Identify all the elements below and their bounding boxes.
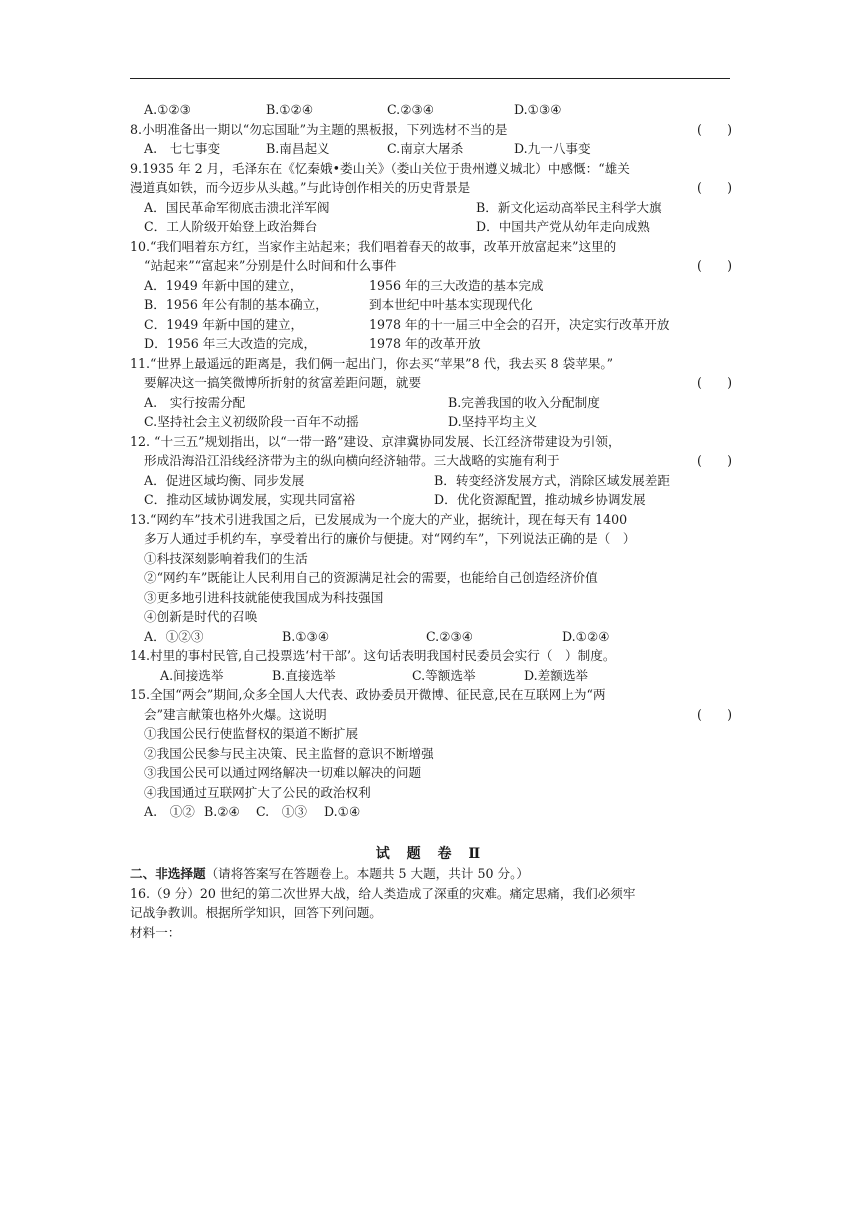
q10-stem-line-2: [130, 256, 732, 276]
q15-option-a: A. ①②: [144, 804, 195, 819]
q8-option-a: A. 七七事变: [144, 141, 221, 156]
header-rule: [130, 78, 730, 79]
q10-stem-1: 10.“我们唱着东方红，当家作主站起来；我们唱着春天的故事，改革开放富起来”这里的: [130, 238, 617, 254]
q11-options-row-1: [130, 393, 732, 413]
q10-stem-2: “站起来”“富起来”分别是什么时间和什么事件: [144, 258, 397, 273]
q15-item-4: ④我国通过互联网扩大了公民的政治权利: [144, 784, 371, 800]
q10-stem-line-1: [130, 237, 732, 257]
q12-stem-1: 12. “十三五”规划指出，以“一带一路”建设、京津冀协同发展、长江经济带建设为引领，: [130, 433, 621, 449]
q12-stem-2: 形成沿海沿江沿线经济带为主的纵向横向经济轴带。三大战略的实施有利于: [144, 453, 560, 468]
q15-option-b: B.②④: [204, 804, 240, 819]
q15-stem-line-1: [130, 685, 732, 705]
q8-option-b: B.南昌起义: [266, 141, 330, 156]
q10-option-a: [130, 276, 732, 296]
q16-material-label: 材料一：: [130, 924, 181, 940]
section-2-title: 试 题 卷 Ⅱ: [375, 845, 487, 862]
q13-item-2: ②“网约车”既能让人民利用自己的资源满足社会的需要，也能给自己创造经济价值: [144, 570, 598, 585]
q13-option-b: B.①③④: [282, 628, 330, 644]
q13-option-a: A．①②③: [144, 628, 204, 644]
q8-option-d: D.九一八事变: [514, 141, 591, 156]
q12-stem-line-1: [130, 432, 732, 452]
q11-stem-line-2: [130, 373, 732, 393]
section-spacer: [130, 822, 732, 845]
q10-option-b-event2: 到本世纪中叶基本实现现代化: [369, 297, 533, 312]
q9-stem-line-2: [130, 178, 732, 198]
q11-stem-1: 11.“世界上最遥远的距离是，我们俩一起出门，你去买“苹果”8 代，我去买 8 袋苹果。”: [130, 355, 614, 371]
q10-option-b-event1: B．1956 年公有制的基本确立，: [144, 297, 328, 312]
q15-item-2: ②我国公民参与民主决策、民主监督的意识不断增强: [144, 745, 434, 761]
q8-option-c: C.南京大屠杀: [387, 141, 464, 156]
q7-options: [130, 100, 732, 120]
q13-stem-line-2: [130, 529, 732, 549]
q9-option-b: B．新文化运动高举民主科学大旗: [476, 199, 662, 215]
q14-option-b: B.直接选举: [272, 667, 336, 683]
q7-option-d: D.①③④: [514, 102, 562, 117]
q15-item-3: ③我国公民可以通过网络解决一切难以解决的问题: [144, 765, 422, 780]
q11-stem-line-1: [130, 354, 732, 374]
q13-stem-2: 多万人通过手机约车，享受着出行的廉价与便捷。对“网约车”，下列说法正确的是（ ）: [144, 531, 636, 546]
q10-option-c-event2: 1978 年的十一届三中全会的召开，决定实行改革开放: [369, 316, 670, 332]
q7-option-c: C.②③④: [387, 102, 435, 117]
section-2-heading: [130, 864, 732, 884]
q9-options-row-1: [130, 198, 732, 218]
q16-stem-1: 16.（9 分）20 世纪的第二次世界大战，给人类造成了深重的灾难。痛定思痛，我们必须牢: [130, 885, 636, 901]
q15-options: [130, 802, 732, 822]
q8-options: [130, 139, 732, 159]
q9-answer-paren: ( ): [696, 180, 732, 195]
q13-stem-1: 13.“网约车”技术引进我国之后，已发展成为一个庞大的产业，据统计，现在每天有 1400: [130, 511, 628, 527]
q7-option-a: A.①②③: [144, 102, 191, 117]
q10-option-c: [130, 315, 732, 335]
q10-option-a-event1: A．1949 年新中国的建立，: [144, 277, 303, 293]
q8-stem-line: [130, 120, 732, 140]
q13-option-c: C.②③④: [426, 628, 474, 644]
q12-stem-line-2: [130, 451, 732, 471]
q14-stem-line: [130, 646, 732, 666]
q8-answer-paren: ( ): [696, 121, 732, 137]
q16-stem-line-1: [130, 884, 732, 904]
q13-item-1: ①科技深刻影响着我们的生活: [144, 550, 308, 566]
q9-option-c: C．工人阶级开始登上政治舞台: [144, 219, 318, 234]
q12-options-row-1: [130, 471, 732, 491]
q12-option-c: C．推动区域协调发展，实现共同富裕: [144, 492, 356, 507]
q14-options: [130, 666, 732, 686]
q15-stem-2: 会”建言献策也格外火爆。这说明: [144, 706, 327, 722]
q9-stem-1: 9.1935 年 2 月，毛泽东在《忆秦娥•娄山关》（娄山关位于贵州遵义城北）中感慨：“雄关: [130, 160, 630, 176]
exam-page: [130, 100, 732, 942]
q8-stem: 8.小明准备出一期以“勿忘国耻”为主题的黑板报，下列选材不当的是: [130, 121, 508, 137]
q10-option-b: [130, 295, 732, 315]
q10-option-d-event2: 1978 年的改革开放: [369, 336, 481, 351]
q14-option-a: A.间接选举: [160, 667, 224, 683]
section-2-heading-rest: （请将答案写在答题卷上。本题共 5 大题，共计 50 分。）: [205, 866, 529, 881]
q14-option-c: C.等额选举: [412, 667, 476, 683]
q15-option-d: D.①④: [324, 804, 361, 819]
q10-option-a-event2: 1956 年的三大改造的基本完成: [369, 277, 544, 293]
q13-item-3: ③更多地引进科技就能使我国成为科技强国: [144, 589, 384, 605]
q11-answer-paren: ( ): [696, 375, 732, 390]
q12-option-d: D．优化资源配置，推动城乡协调发展: [434, 492, 646, 507]
q13-option-d: D.①②④: [562, 628, 610, 644]
q15-answer-paren: ( ): [696, 706, 732, 722]
q15-item-1: ①我国公民行使监督权的渠道不断扩展: [144, 726, 359, 741]
q11-option-d: D.坚持平均主义: [448, 414, 538, 429]
q11-stem-2: 要解决这一搞笑微博所折射的贫富差距问题，就要: [144, 375, 422, 390]
q7-option-b: B.①②④: [266, 102, 314, 117]
q11-option-c: C.坚持社会主义初级阶段一百年不动摇: [144, 414, 359, 429]
q9-stem-2: 漫道真如铁，而今迈步从头越。”与此诗创作相关的历史背景是: [130, 180, 471, 195]
q9-option-a: A．国民革命军彻底击溃北洋军阀: [144, 199, 330, 215]
q9-stem-line-1: [130, 159, 732, 179]
q12-option-b: B．转变经济发展方式，消除区域发展差距: [434, 472, 670, 488]
q11-option-a: A. 实行按需分配: [144, 394, 246, 410]
q14-option-d: D.差额选举: [524, 667, 589, 683]
q11-option-b: B.完善我国的收入分配制度: [448, 394, 600, 410]
q10-answer-paren: ( ): [696, 258, 732, 273]
q15-stem-1: 15.全国“两会”期间,众多全国人大代表、政协委员开微博、征民意,民在互联网上为“两: [130, 687, 606, 702]
q12-answer-paren: ( ): [696, 453, 732, 468]
q9-option-d: D．中国共产党从幼年走向成熟: [476, 219, 650, 234]
q10-option-c-event1: C．1949 年新中国的建立，: [144, 316, 304, 332]
q15-option-c: C. ①③: [256, 804, 307, 819]
q15-stem-line-2: [130, 705, 732, 725]
q10-option-d-event1: D．1956 年三大改造的完成，: [144, 336, 317, 351]
q13-item-4: ④创新是时代的召唤: [144, 609, 258, 624]
q13-options: [130, 627, 732, 647]
section-2-heading-bold: 二、非选择题: [130, 866, 206, 881]
q13-stem-line-1: [130, 510, 732, 530]
q16-stem-2: 记战争教训。根据所学知识，回答下列问题。: [130, 905, 382, 920]
q9-options-row-2: [130, 217, 732, 237]
q12-option-a: A．促进区域均衡、同步发展: [144, 472, 305, 488]
q10-option-d: [130, 334, 732, 354]
q12-options-row-2: [130, 490, 732, 510]
q16-stem-line-2: [130, 903, 732, 923]
q14-stem: 14.村里的事村民管,自己投票选‘村干部’。这句话表明我国村民委员会实行（ ）制度。: [130, 648, 616, 663]
q11-options-row-2: [130, 412, 732, 432]
